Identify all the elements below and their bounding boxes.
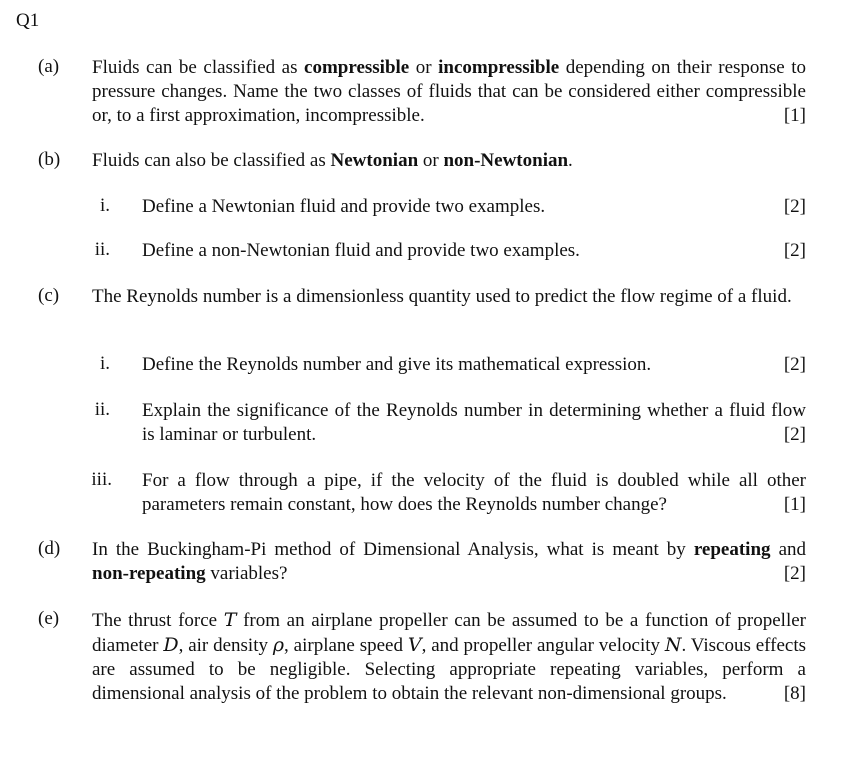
subpart-text: Define a Newtonian fluid and provide two examples. [2] [142,196,806,217]
subpart-text: Define a non-Newtonian fluid and provide two examples. [2] [142,240,806,261]
keyword-compressible: compressible [304,57,410,78]
keyword-newtonian: Newtonian [330,150,419,171]
part-b-text: Fluids can also be classified as Newtonian or non-Newtonian. [92,150,573,171]
subpart-label: i. [99,353,110,374]
subpart-text: Explain the significance of the Reynolds number in determining whether a fluid flow is laminar or turbulent. [2] [142,400,806,445]
subpart-mark: [2] [783,354,806,375]
var-density: ρ [272,634,285,656]
part-c-text: The Reynolds number is a dimensionless quantity used to predict the flow regime of a fluid. [92,286,792,307]
part-a-label: (a) [38,56,60,77]
var-speed: V [407,634,422,656]
subpart-label: ii. [94,399,110,420]
subpart-label: i. [99,195,110,216]
part-d-text: In the Buckingham-Pi method of Dimensional Analysis, what is meant by repeating and non-repeating variables? [2] [92,539,807,584]
subpart-mark: [2] [783,424,806,445]
keyword-non-repeating: non-repeating [92,563,206,584]
var-angular-velocity: N [664,634,682,656]
subpart-mark: [1] [783,494,806,515]
subpart-text: Define the Reynolds number and give its mathematical expression. [2] [142,354,806,375]
part-d-mark: [2] [783,563,806,584]
subpart-text: For a flow through a pipe, if the velocity of the fluid is doubled while all other parameters remain constant, how does the Reynolds number change? [1] [142,470,806,515]
subpart-mark: [2] [783,196,806,217]
part-c-label: (c) [38,285,60,306]
part-a-mark: [1] [783,105,806,126]
part-e-label: (e) [38,608,60,629]
subpart-label: iii. [91,469,112,490]
var-diameter: D [163,634,179,656]
keyword-non-newtonian: non-Newtonian [443,150,569,171]
keyword-incompressible: incompressible [438,57,560,78]
part-d-label: (d) [38,538,61,559]
keyword-repeating: repeating [693,539,771,560]
subpart-label: ii. [94,239,110,260]
part-e-mark: [8] [783,683,806,704]
part-a-text: Fluids can be classified as compressible or incompressible depending on their response to pressure changes. Name the two classes of fluids that can be considered either compressible or, to a first approximation, incompressible. [1] [92,57,807,126]
part-b-label: (b) [38,149,61,170]
subpart-mark: [2] [783,240,806,261]
part-e-text: The thrust force T from an airplane propeller can be assumed to be a function of propeller diameter D, air density ρ, airplane speed V, and propeller angular velocity N. Viscous effects are assumed to be negligible. Selecting appropriate repeating variables, perform a dimensional analysis of the problem to obtain the relevant non-dimensional groups. [8] [92,609,807,704]
question-number: Q1 [16,10,40,31]
var-thrust: T [223,609,237,631]
